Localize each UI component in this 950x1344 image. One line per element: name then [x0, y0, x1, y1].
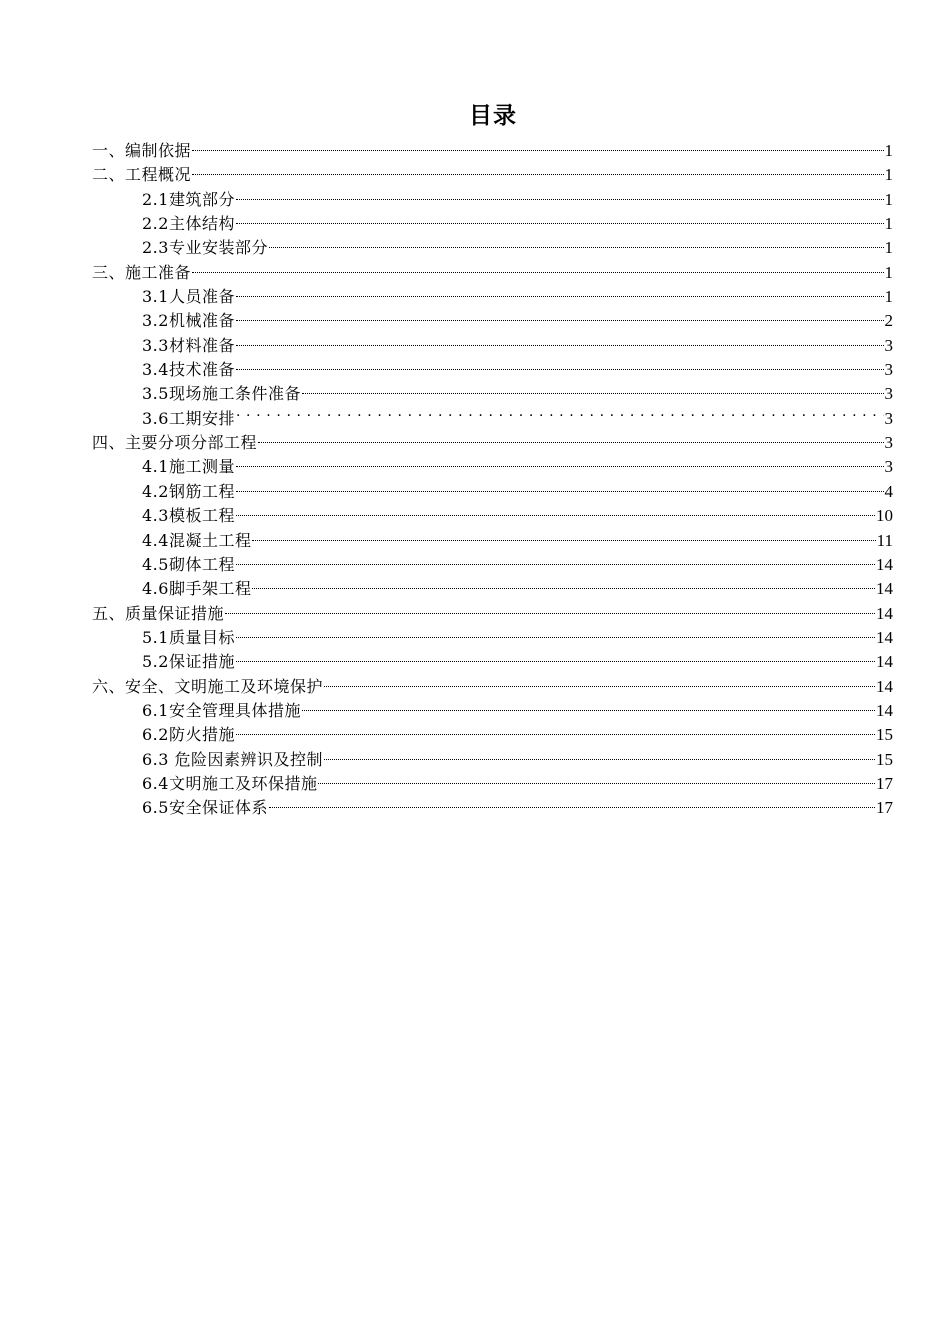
toc-entry[interactable] [92, 132, 893, 160]
toc-dot-leader [236, 497, 875, 521]
toc-entry-page-number: 17 [876, 798, 893, 818]
toc-entry-label: 6.5安全保证体系 [142, 798, 268, 818]
toc-entry-label: 5.1质量目标 [142, 627, 235, 647]
toc-entry-page-number: 1 [884, 214, 893, 234]
toc-dot-leader [236, 619, 875, 643]
toc-entry-label: 4.4混凝土工程 [142, 530, 252, 550]
toc-entry-page-number: 1 [884, 189, 893, 209]
toc-entry-label: 六、安全、文明施工及环境保护 [92, 676, 324, 696]
toc-dot-leader [269, 789, 875, 813]
toc-entry-page-number: 1 [884, 165, 893, 185]
toc-entry-label: 五、质量保证措施 [92, 603, 225, 623]
toc-dot-leader [236, 546, 875, 570]
toc-dot-leader [236, 302, 884, 326]
toc-entry-page-number: 4 [884, 481, 893, 501]
toc-entry-label: 4.6脚手架工程 [142, 579, 252, 599]
toc-entry-page-number: 2 [884, 311, 893, 331]
toc-dot-leader [236, 448, 884, 472]
toc-entry-label: 3.2机械准备 [142, 311, 235, 331]
toc-entry[interactable] [92, 254, 893, 282]
toc-dot-leader [236, 716, 875, 740]
toc-dot-leader [236, 643, 875, 667]
toc-entry-label: 3.4技术准备 [142, 360, 235, 380]
toc-entry-page-number: 3 [884, 408, 893, 428]
toc-entry-label: 3.6工期安排 [142, 408, 235, 428]
toc-dot-leader [258, 424, 883, 448]
toc-dot-leader [324, 741, 875, 765]
toc-entry-label: 5.2保证措施 [142, 652, 235, 672]
toc-dot-leader [236, 351, 884, 375]
toc-dot-leader [192, 132, 883, 156]
toc-entry-page-number: 3 [884, 335, 893, 355]
toc-dot-leader [302, 375, 884, 399]
toc-dot-leader [192, 254, 883, 278]
toc-entry-page-number: 15 [876, 725, 893, 745]
toc-entry-label: 四、主要分项分部工程 [92, 433, 258, 453]
toc-entry-page-number: 1 [884, 262, 893, 282]
toc-entry-page-number: 10 [876, 506, 893, 526]
toc-entry[interactable] [92, 181, 893, 209]
toc-entry-label: 6.1安全管理具体措施 [142, 700, 301, 720]
toc-entry-label: 6.3 危险因素辨识及控制 [142, 749, 324, 769]
toc-entry-page-number: 14 [876, 603, 893, 623]
toc-entry-label: 4.5砌体工程 [142, 554, 235, 574]
toc-entry-label: 4.1施工测量 [142, 457, 235, 477]
toc-dot-leader [236, 278, 884, 302]
toc-entry-label: 6.4文明施工及环保措施 [142, 773, 318, 793]
toc-entry-label: 6.2防火措施 [142, 725, 235, 745]
toc-entry-page-number: 14 [876, 676, 893, 696]
toc-entry-page-number: 1 [884, 287, 893, 307]
toc-dot-leader [252, 570, 875, 594]
toc-entry-page-number: 1 [884, 238, 893, 258]
toc-entry-page-number: 3 [884, 433, 893, 453]
toc-entry-label: 4.2钢筋工程 [142, 481, 235, 501]
toc-dot-leader [252, 522, 875, 546]
toc-dot-leader [269, 229, 884, 253]
toc-dot-leader [302, 692, 875, 716]
toc-entry-label: 2.1建筑部分 [142, 189, 235, 209]
toc-dot-leader [236, 400, 884, 424]
toc-entry-page-number: 3 [884, 457, 893, 477]
table-of-contents [92, 132, 893, 818]
toc-entry-page-number: 11 [876, 530, 893, 550]
toc-dot-leader [236, 473, 884, 497]
toc-entry-label: 一、编制依据 [92, 141, 192, 160]
toc-entry-page-number: 14 [876, 652, 893, 672]
toc-entry-label: 3.5现场施工条件准备 [142, 384, 301, 404]
toc-dot-leader [236, 205, 884, 229]
toc-entry-page-number: 14 [876, 627, 893, 647]
toc-entry-page-number: 17 [876, 773, 893, 793]
toc-dot-leader [236, 181, 884, 205]
toc-dot-leader [236, 327, 884, 351]
toc-dot-leader [324, 668, 875, 692]
toc-entry-page-number: 3 [884, 384, 893, 404]
toc-entry-page-number: 14 [876, 700, 893, 720]
toc-entry-label: 3.3材料准备 [142, 335, 235, 355]
toc-entry-page-number: 14 [876, 554, 893, 574]
toc-entry-label: 3.1人员准备 [142, 287, 235, 307]
toc-dot-leader [192, 156, 883, 180]
toc-dot-leader [225, 595, 875, 619]
toc-entry-label: 4.3模板工程 [142, 506, 235, 526]
toc-entry-label: 2.2主体结构 [142, 214, 235, 234]
toc-entry-label: 三、施工准备 [92, 262, 192, 282]
toc-entry-page-number: 1 [884, 141, 893, 160]
toc-entry-label: 2.3专业安装部分 [142, 238, 268, 258]
toc-entry-page-number: 14 [876, 579, 893, 599]
toc-title: 目录 [469, 103, 517, 129]
toc-entry[interactable] [92, 156, 893, 185]
toc-entry-page-number: 3 [884, 360, 893, 380]
toc-entry-page-number: 15 [876, 749, 893, 769]
toc-dot-leader [318, 765, 875, 789]
toc-entry-label: 二、工程概况 [92, 165, 192, 185]
toc-entry[interactable] [92, 278, 893, 307]
